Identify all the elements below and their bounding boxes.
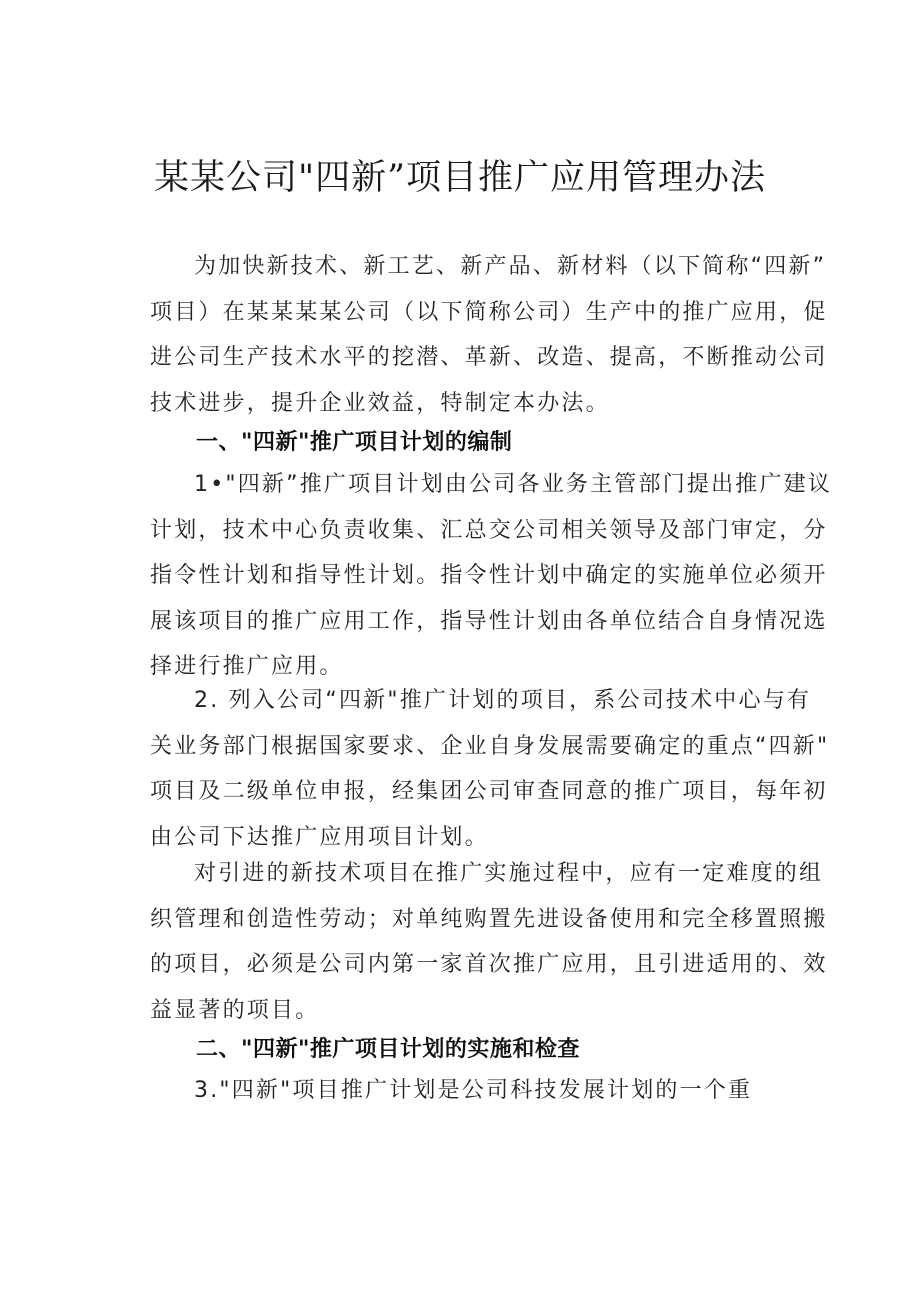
intro-line-1: 为加快新技术、新工艺、新产品、新材料（以下简称“四新”	[194, 254, 827, 279]
document-title: 某某公司"四新”项目推广应用管理办法	[154, 158, 766, 198]
item-2-line-4: 由公司下达推广应用项目计划。	[150, 824, 489, 850]
item-2-line-3: 项目及二级单位申报，经集团公司审查同意的推广项目，每年初	[150, 779, 828, 804]
intro-line-2: 项目）在某某某某公司（以下简称公司）生产中的推广应用，促	[150, 299, 828, 325]
paragraph-3-line-4: 益显著的项目。	[150, 997, 320, 1023]
intro-paragraph	[150, 244, 828, 426]
paragraph-3-line-3: 的项目，必须是公司内第一家首次推广应用，且引进适用的、效	[150, 952, 828, 977]
paragraph-3	[150, 851, 828, 1033]
item-1-paragraph	[150, 462, 833, 690]
paragraph-3-line-1: 对引进的新技术项目在推广实施过程中，应有一定难度的组	[194, 861, 824, 886]
item-1-line-1: 1•"四新”推广项目计划由公司各业务主管部门提出推广建议	[194, 472, 833, 497]
intro-line-4: 技术进步，提升企业效益，特制定本办法。	[150, 390, 610, 416]
section-2-heading: 二、"四新"推广项目计划的实施和检查	[196, 1037, 580, 1062]
item-1-line-4: 展该项目的推广应用工作，指导性计划由各单位结合自身情况选	[150, 608, 828, 634]
item-1-line-2: 计划，技术中心负责收集、汇总交公司相关领导及部门审定，分	[150, 517, 828, 543]
item-1-line-5: 择进行推广应用。	[150, 654, 344, 679]
item-3-line-1: 3."四新"项目推广计划是公司科技发展计划的一个重	[194, 1078, 753, 1103]
intro-line-3: 进公司生产技术水平的挖潜、革新、改造、提高，不断推动公司	[150, 345, 828, 370]
item-2-paragraph	[150, 678, 830, 860]
item-2-line-2: 关业务部门根据国家要求、企业自身发展需要确定的重点“四新"	[150, 733, 830, 759]
item-2-line-1: 2. 列入公司“四新"推广计划的项目，系公司技术中心与有	[194, 688, 812, 713]
section-1-heading: 一、"四新"推广项目计划的编制	[196, 430, 513, 455]
item-3-paragraph	[150, 1068, 810, 1114]
paragraph-3-line-2: 织管理和创造性劳动；对单纯购置先进设备使用和完全移置照搬	[150, 906, 828, 932]
item-1-line-3: 指令性计划和指导性计划。指令性计划中确定的实施单位必须开	[150, 563, 828, 588]
